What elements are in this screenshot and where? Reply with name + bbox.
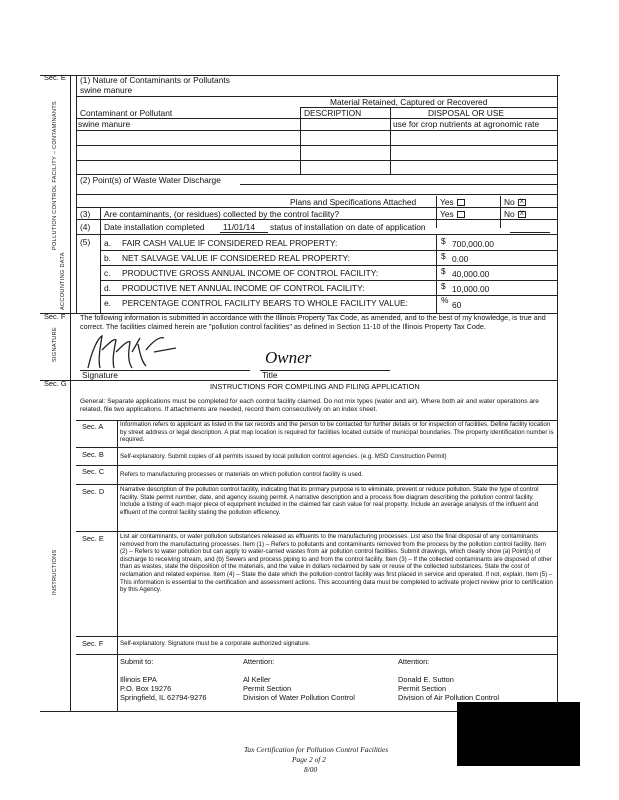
q3-yes-checkbox[interactable]: [457, 211, 465, 218]
rule: [436, 234, 437, 313]
item-c-value[interactable]: 40,000.00: [452, 269, 490, 279]
rule: [76, 447, 557, 448]
right-border: [557, 75, 558, 711]
sec-g-vertical-label: INSTRUCTIONS: [52, 549, 58, 595]
signature-caption: Signature: [82, 370, 118, 380]
item-c-letter: c.: [104, 268, 111, 278]
q3-yes-label: Yes: [440, 209, 454, 219]
q5-num: (5): [80, 237, 91, 247]
row-e-text: List air contaminants, or water pollution substances released as effluents to the manufacturing processes. List also the final disposal of any contaminants removed from the manufacturing processes. Item (1) – Refers to pollutants and contaminants removed from the process by the pollution control facility. Item (2) – Refers to water pollution but can apply to water-carried wastes from air pollution control facilities. Submit drawings, which clearly show (a) Point(s) of discharge to receiving stream, and (b) Sewers and process piping to and from the control facility. Item (3) – If the collected contaminants are disposed of other than as wastes, state the disposition of the materials, and the value in dollars reclaimed by sale or reuse of the collected substances. State the cost of reclamation and related expense. Item (4) – State the date which the pollution control facility was first placed in service and operated. If not, explain. Item (5) – This information is essential to the certification and assessment actions. This accounting data must be completed to activate project review prior to certification by this Agency.: [120, 533, 553, 594]
row-d-text: Narrative description of the pollution control facility, indicating that its primary purpose is to eliminate, prevent or reduce pollution. State the type of control facility. State permit number, date, and agency issuing permit. A narrative description and a process flow diagram describing the pollution control facility. Include a listing of each major piece of equipment included in the claimed fair cash value for real property. Include an average analysis of the influent and effluent of the control facility stating the pollution efficiency.: [120, 486, 539, 516]
row-f-text: Self-explanatory. Signature must be a corporate authorized signature.: [120, 640, 311, 647]
rule: [76, 234, 557, 235]
rule: [500, 196, 501, 228]
attention1-line-3: Division of Water Pollution Control: [243, 693, 355, 702]
item-c-sym: $: [441, 266, 446, 276]
q3-text: Are contaminants, (or residues) collected by the control facility?: [104, 209, 340, 219]
item-c-label: PRODUCTIVE GROSS ANNUAL INCOME OF CONTROL FACILITY:: [122, 268, 379, 278]
item-a-value[interactable]: 700,000.00: [452, 239, 494, 249]
col-disposal: DISPOSAL OR USE: [428, 108, 505, 118]
q3-no-label: No: [504, 209, 515, 219]
rule: [76, 130, 557, 131]
row1-contaminant: swine manure: [78, 119, 131, 129]
rule: [100, 265, 557, 266]
q4-date[interactable]: 11/01/14: [223, 222, 255, 232]
rule: [40, 380, 557, 381]
plans-no-label: No: [504, 197, 515, 207]
row-e-sec: Sec. E: [82, 534, 104, 543]
rule: [220, 232, 268, 233]
row-b-sec: Sec. B: [82, 450, 104, 459]
rule: [76, 654, 557, 655]
rule: [76, 465, 557, 466]
footer-line-1: Tax Certification for Pollution Control Facilities: [244, 745, 389, 754]
rule: [100, 250, 557, 251]
item-e-sym: %: [441, 295, 449, 305]
rule: [76, 484, 557, 485]
row-a-text: Information refers to applicant as listed in the tax records and the person to be contacted for further details or for inspection of facilities. Define facility location by street address or legal description. A plat map location is required for facilities located outside of municipal boundaries. The property identification number is required.: [120, 421, 554, 444]
item-d-sym: $: [441, 281, 446, 291]
item-d-value[interactable]: 10,000.00: [452, 284, 490, 294]
q3-yes[interactable]: [440, 210, 465, 218]
rule: [76, 636, 557, 637]
item-a-label: FAIR CASH VALUE IF CONSIDERED REAL PROPERTY:: [122, 238, 338, 248]
rule: [76, 219, 557, 220]
item-a-sym: $: [441, 236, 446, 246]
submit-label: Submit to:: [120, 657, 154, 666]
rule: [100, 295, 557, 296]
item-d-label: PRODUCTIVE NET ANNUAL INCOME OF CONTROL FACILITY:: [122, 283, 365, 293]
attention2-line-3: Division of Air Pollution Control: [398, 693, 500, 702]
row-c-sec: Sec. C: [82, 467, 105, 476]
q3-no[interactable]: [504, 210, 526, 218]
address-line-1: Illinois EPA: [120, 675, 157, 684]
item-e-value[interactable]: 60: [452, 300, 462, 310]
attention2-line-2: Permit Section: [398, 684, 447, 693]
address-line-3: Springfield, IL 62794-9276: [120, 693, 207, 702]
attention1-label: Attention:: [243, 657, 275, 666]
attention1-line-1: Al Keller: [243, 675, 271, 684]
redaction-block: [457, 702, 580, 766]
material-header: Material Retained, Captured or Recovered: [330, 97, 488, 107]
item-b-sym: $: [441, 251, 446, 261]
sec-f-label: Sec. F: [44, 312, 66, 321]
sec-e-vertical-label: POLLUTION CONTROL FACILITY – CONTAMINANTS: [52, 101, 58, 250]
attention2-line-1: Donald E. Sutton: [398, 675, 454, 684]
col-contaminant: Contaminant or Pollutant: [80, 108, 173, 118]
q1-value: swine manure: [80, 85, 133, 95]
rule: [510, 232, 550, 233]
signature-image: [80, 330, 190, 372]
title-caption: Title: [262, 370, 278, 380]
item-e-letter: e.: [104, 298, 111, 308]
rule: [100, 207, 101, 313]
item-e-label: PERCENTAGE CONTROL FACILITY BEARS TO WHOLE FACILITY VALUE:: [122, 298, 408, 308]
item-b-value[interactable]: 0.00: [452, 254, 469, 264]
row-f-sec: Sec. F: [82, 639, 104, 648]
rule: [117, 420, 118, 711]
instructions-heading: INSTRUCTIONS FOR COMPILING AND FILING APPLICATION: [210, 382, 420, 391]
q3-num: (3): [80, 209, 91, 219]
plans-yes-checkbox[interactable]: [457, 199, 465, 206]
q3-no-checkbox[interactable]: X: [519, 211, 524, 218]
rule: [100, 280, 557, 281]
sec-e-label: Sec. E: [44, 73, 66, 82]
footer-line-2: Page 2 of 2: [292, 755, 326, 764]
rule: [260, 370, 390, 371]
item-b-letter: b.: [104, 253, 111, 263]
row-b-text: Self-explanatory. Submit copies of all permits issued by local pollution control agencies. (e.g. MSD Construction Permit): [120, 453, 447, 460]
plans-no-checkbox[interactable]: X: [519, 199, 524, 206]
row1-disposal: use for crop nutrients at agronomic rate: [393, 119, 540, 129]
general-instructions: General: Separate applications must be completed for each control facility claimed. Do not mix types (water and air). Where both air and water operations are related, file two applications. If attachments are needed, record them consecutively on an index sheet.: [80, 398, 539, 414]
left-rule: [70, 75, 71, 711]
q1-title: (1) Nature of Contaminants or Pollutants: [80, 75, 230, 85]
address-line-2: P.O. Box 19276: [120, 684, 172, 693]
q4-num: (4): [80, 222, 91, 232]
rule: [76, 207, 557, 208]
footer-line-3: 8/00: [304, 765, 318, 774]
row-d-sec: Sec. D: [82, 487, 105, 496]
plans-no[interactable]: [504, 198, 526, 206]
item-b-label: NET SALVAGE VALUE IF CONSIDERED REAL PROPERTY:: [122, 253, 350, 263]
sec-e-vertical-label-2: ACCOUNTING DATA: [60, 252, 66, 310]
attention1-line-2: Permit Section: [243, 684, 292, 693]
rule: [436, 196, 437, 228]
title-value[interactable]: Owner: [265, 348, 312, 367]
sec-g-label: Sec. G: [44, 379, 67, 388]
rule: [76, 531, 557, 532]
q2-title: (2) Point(s) of Waste Water Discharge: [80, 175, 221, 185]
plans-label: Plans and Specifications Attached: [290, 197, 417, 207]
plans-yes[interactable]: [440, 198, 465, 206]
col-description: DESCRIPTION: [304, 108, 362, 118]
row-a-sec: Sec. A: [82, 422, 104, 431]
rule: [240, 184, 557, 185]
row-c-text: Refers to manufacturing processes or materials on which pollution control facility is used.: [120, 471, 364, 478]
item-d-letter: d.: [104, 283, 111, 293]
attention2-label: Attention:: [398, 657, 430, 666]
plans-yes-label: Yes: [440, 197, 454, 207]
item-a-letter: a.: [104, 238, 111, 248]
q4-text-b: status of installation on date of application: [270, 222, 426, 232]
rule: [76, 160, 557, 161]
rule: [76, 145, 557, 146]
rule: [76, 194, 557, 195]
sec-f-vertical-label: SIGNATURE: [52, 327, 58, 362]
q4-text-a: Date installation completed: [104, 222, 205, 232]
sec-f-statement: The following information is submitted in accordance with the Illinois Property Tax Code, as amended, and to the best of my knowledge, is true and correct. The facilities claimed herein are "pollution control facilities" as defined in Section 11-10 of the Illinois Property Tax Code.: [80, 313, 546, 331]
